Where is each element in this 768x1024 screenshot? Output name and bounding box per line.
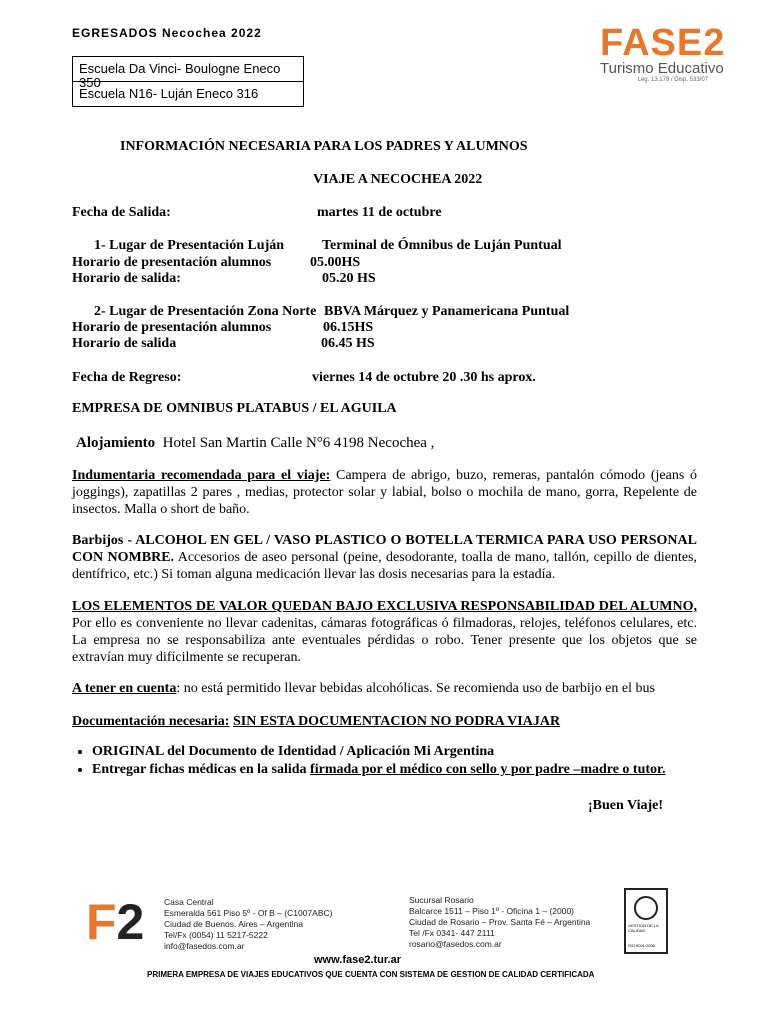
valor-text: Por ello es conveniente no llevar cadenitas, cámaras fotográficas ó filmadoras, relojes, teléfonos celulares, etc. La empresa no se responsabiliza ante eventuales pérdidas o robo. Tener presente que los objetos que se extravían muy difícilmente se recuperan. — [72, 616, 697, 665]
tener-paragraph — [72, 680, 697, 697]
documentacion-label: Documentación necesaria: — [72, 714, 230, 729]
norte-label: 2- Lugar de Presentación Zona Norte — [94, 304, 317, 319]
documentacion-item-2-text: Entregar fichas médicas en la salida — [92, 762, 311, 777]
alojamiento-value: Hotel San Martin Calle N°6 4198 Necochea , — [162, 435, 435, 451]
central-line-3: Ciudad de Buenos. Aires – Argentina — [164, 919, 303, 929]
header-title: EGRESADOS Necochea 2022 — [72, 26, 262, 40]
school-row-2: Escuela N16- Luján Eneco 316 — [73, 81, 303, 106]
logo-subtitle: Turismo Educativo — [600, 60, 724, 77]
barbijos-bold: Barbijos - ALCOHOL EN GEL / VASO PLASTICO O BOTELLA TERMICA PARA USO PERSONAL CON NOMBRE. — [72, 533, 697, 565]
documentacion-warning: SIN ESTA DOCUMENTACION NO PODRA VIAJAR — [232, 714, 561, 729]
footer-tagline: PRIMERA EMPRESA DE VIAJES EDUCATIVOS QUE CUENTA CON SISTEMA DE GESTION DE CALIDAD CERTIFICADA — [147, 970, 595, 979]
tener-label: A tener en cuenta — [72, 681, 177, 696]
norte-presentacion-label: Horario de presentación alumnos — [72, 320, 272, 335]
rosario-line-4: Tel /Fx 0341- 447 2111 — [409, 928, 495, 938]
footer-casa-central — [164, 897, 332, 952]
rosario-email: rosario@fasedos.com.ar — [409, 939, 502, 949]
norte-salida-value: 06.45 HS — [321, 336, 375, 351]
doc-heading: INFORMACIÓN NECESARIA PARA LOS PADRES Y ALUMNOS — [120, 139, 528, 154]
barbijos-paragraph — [72, 532, 697, 583]
documentacion-item-2 — [92, 761, 732, 779]
f2-letter: F — [86, 894, 117, 950]
salida-value: martes 11 de octubre — [317, 205, 442, 220]
central-line-1: Casa Central — [164, 897, 214, 907]
quality-seal-icon — [634, 896, 658, 920]
central-line-2: Esmeralda 561 Piso 5º - Of B – (C1007ABC) — [164, 908, 333, 918]
lujan-presentacion-value: 05.00HS — [310, 255, 361, 270]
quality-seal — [624, 888, 668, 954]
valor-bold: LOS ELEMENTOS DE VALOR QUEDAN BAJO EXCLUSIVA RESPONSABILIDAD DEL ALUMNO, — [72, 599, 697, 614]
footer-website[interactable]: www.fase2.tur.ar — [314, 954, 402, 966]
documentacion-list — [72, 743, 732, 779]
empresa-omnibus: EMPRESA DE OMNIBUS PLATABUS / EL AGUILA — [72, 401, 397, 416]
doc-subheading: VIAJE A NECOCHEA 2022 — [313, 172, 483, 187]
valor-paragraph — [72, 598, 697, 666]
rosario-line-2: Balcarce 1511 – Piso 1º - Oficina 1 – (2000) — [409, 906, 575, 916]
norte-salida-label: Horario de salida — [72, 336, 177, 351]
f2-number: 2 — [116, 894, 145, 950]
footer-sucursal-rosario — [409, 895, 590, 950]
alojamiento-label: Alojamiento — [76, 435, 156, 451]
barbijos-text: Accesorios de aseo personal (peine, desodorante, toalla de mano, tallón, cepillo de dientes, dentífrico, etc.) Si toman alguna medicación llevar las dosis necesarias para la estadía. — [72, 550, 697, 582]
norte-presentacion-value: 06.15HS — [323, 320, 374, 335]
quality-seal-iso: ISO 9001:2008 — [628, 943, 655, 948]
norte-value: BBVA Márquez y Panamericana Puntual — [324, 304, 570, 319]
documentacion-paragraph — [72, 713, 697, 730]
indumentaria-paragraph — [72, 467, 697, 518]
central-line-4: Tel/Fx (0054) 11 5217-5222 — [164, 930, 268, 940]
lujan-value: Terminal de Ómnibus de Luján Puntual — [322, 238, 562, 253]
lujan-salida-value: 05.20 HS — [322, 271, 376, 286]
lujan-presentacion-label: Horario de presentación alumnos — [72, 255, 272, 270]
alojamiento-line — [76, 435, 434, 451]
regreso-value: viernes 14 de octubre 20 .30 hs aprox. — [312, 370, 536, 385]
school-row-1: Escuela Da Vinci- Boulogne Eneco 350 — [79, 61, 281, 90]
indumentaria-label: Indumentaria recomendada para el viaje: — [72, 468, 331, 483]
fase2-logo — [600, 24, 730, 83]
salida-label: Fecha de Salida: — [72, 205, 171, 220]
logo-legajo: Leg. 13.178 / Disp. 533/07 — [637, 77, 708, 83]
rosario-line-1: Sucursal Rosario — [409, 895, 474, 905]
logo-brand-2: 2 — [703, 22, 726, 64]
documentacion-item-1 — [92, 743, 732, 761]
tener-text: : no está permitido llevar bebidas alcohólicas. Se recomienda uso de barbijo en el bus — [176, 681, 655, 696]
closing-buen-viaje: ¡Buen Viaje! — [588, 798, 664, 813]
indumentaria-text: Campera de abrigo, buzo, remeras, pantalón cómodo (jeans ó joggings), zapatillas 2 pares , medias, protector solar y labial, bolso o mochila de mano, gorra, Repelente de insectos. Malla o short de baño. — [72, 468, 697, 517]
lujan-salida-label: Horario de salida: — [72, 271, 181, 286]
lujan-label: 1- Lugar de Presentación Luján — [94, 238, 285, 253]
regreso-label: Fecha de Regreso: — [72, 370, 182, 385]
logo-brand-fase: FASE — [600, 22, 704, 64]
f2-footer-logo — [86, 894, 144, 950]
schools-table — [72, 56, 304, 107]
documentacion-item-2-underlined: firmada por el médico con sello y por padre –madre o tutor. — [310, 762, 666, 777]
documentacion-item-1-text: ORIGINAL del Documento de Identidad / Aplicación Mi Argentina — [92, 744, 495, 759]
quality-seal-text: GESTION DE LA CALIDAD — [628, 923, 659, 933]
central-email: info@fasedos.com.ar — [164, 941, 245, 951]
rosario-line-3: Ciudad de Rosario – Prov. Santa Fé – Argentina — [409, 917, 591, 927]
